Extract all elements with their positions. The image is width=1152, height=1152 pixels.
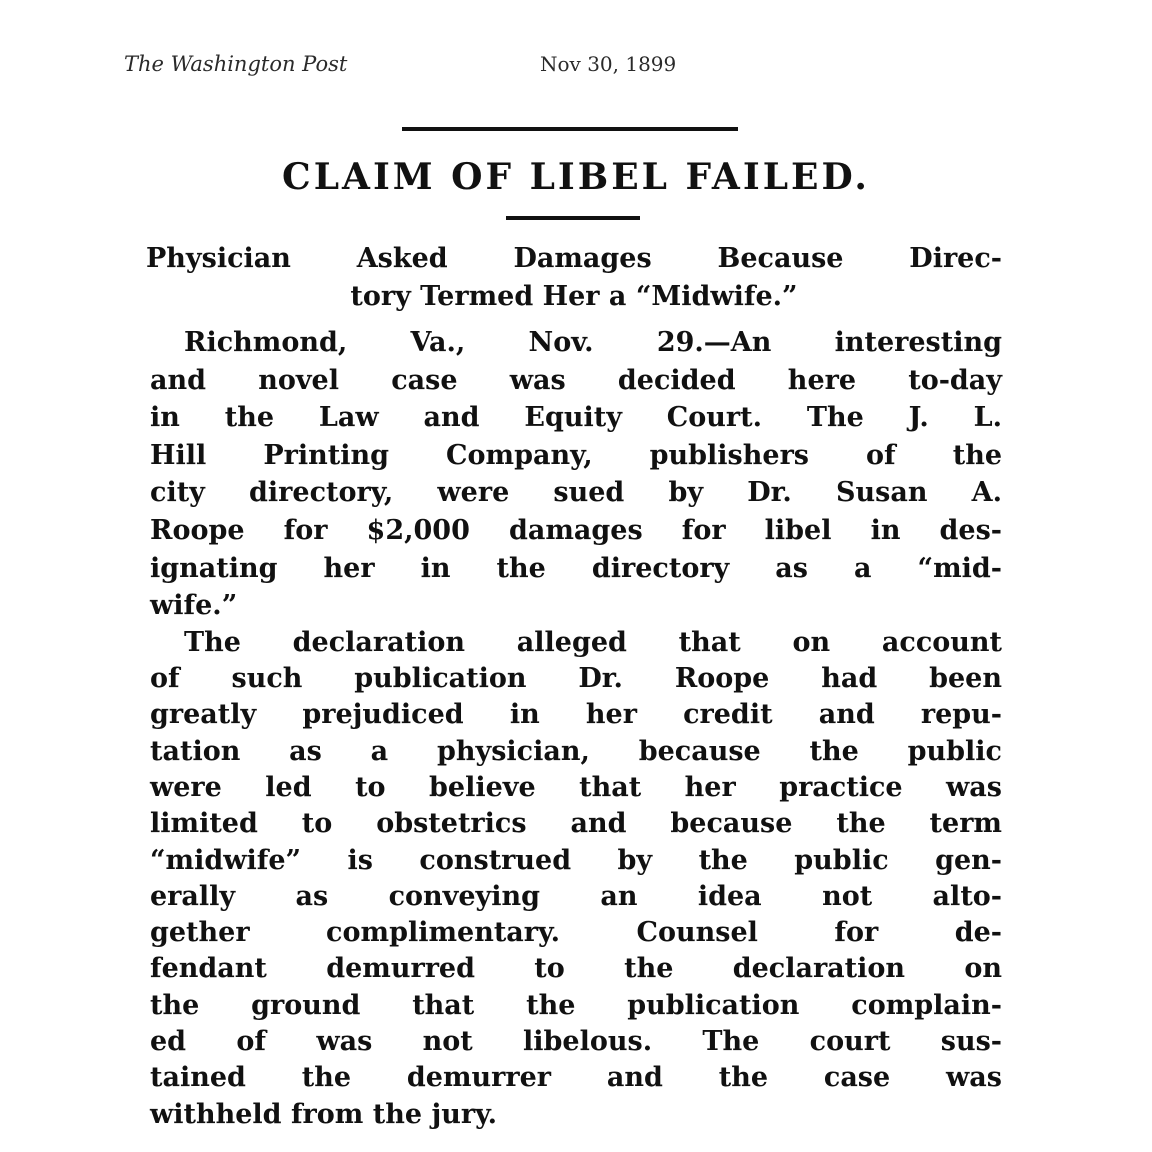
text-line: “midwife” is construed by the public gen- [150, 844, 1002, 876]
text-line: the ground that the publication complain- [150, 989, 1002, 1021]
subheadline [146, 240, 1002, 315]
text-line: city directory, were sued by Dr. Susan A. [150, 477, 1002, 509]
text-line: erally as conveying an idea not alto- [150, 880, 1002, 912]
text-line: were led to believe that her practice was [150, 771, 1002, 803]
text-line: and novel case was decided here to-day [150, 364, 1002, 396]
publication-date: Nov 30, 1899 [540, 52, 677, 76]
text-line: Roope for $2,000 damages for libel in des- [150, 514, 1002, 546]
text-line: wife.” [150, 590, 238, 622]
text-line: fendant demurred to the declaration on [150, 953, 1002, 985]
text-line: Richmond, Va., Nov. 29.—An interesting [184, 327, 1002, 358]
text-line: The declaration alleged that on account [184, 626, 1002, 658]
text-line: tained the demurrer and the case was [150, 1062, 1002, 1094]
text-line: ignating her in the directory as a “mid- [150, 552, 1002, 584]
article-paragraph [150, 625, 1002, 1133]
text-line: gether complimentary. Counsel for de- [150, 917, 1002, 949]
text-line: tation as a physician, because the public [150, 735, 1002, 767]
text-line: withheld from the jury. [150, 1098, 498, 1130]
newspaper-name: The Washington Post [124, 52, 348, 76]
text-line: greatly prejudiced in her credit and repu- [150, 699, 1002, 731]
text-line: of such publication Dr. Roope had been [150, 663, 1002, 695]
headline: CLAIM OF LIBEL FAILED. [282, 156, 870, 198]
subhead-line: Physician Asked Damages Because Direc- [146, 243, 1002, 274]
headline-rule [506, 216, 640, 220]
article-body [150, 324, 1002, 1133]
text-line: ed of was not libelous. The court sus- [150, 1026, 1002, 1058]
text-line: in the Law and Equity Court. The J. L. [150, 402, 1002, 434]
top-rule [402, 127, 738, 131]
subhead-line: tory Termed Her a “Midwife.” [350, 280, 798, 312]
text-line: limited to obstetrics and because the term [150, 808, 1002, 840]
text-line: Hill Printing Company, publishers of the [150, 439, 1002, 471]
article-paragraph [150, 324, 1002, 625]
masthead [124, 52, 724, 82]
